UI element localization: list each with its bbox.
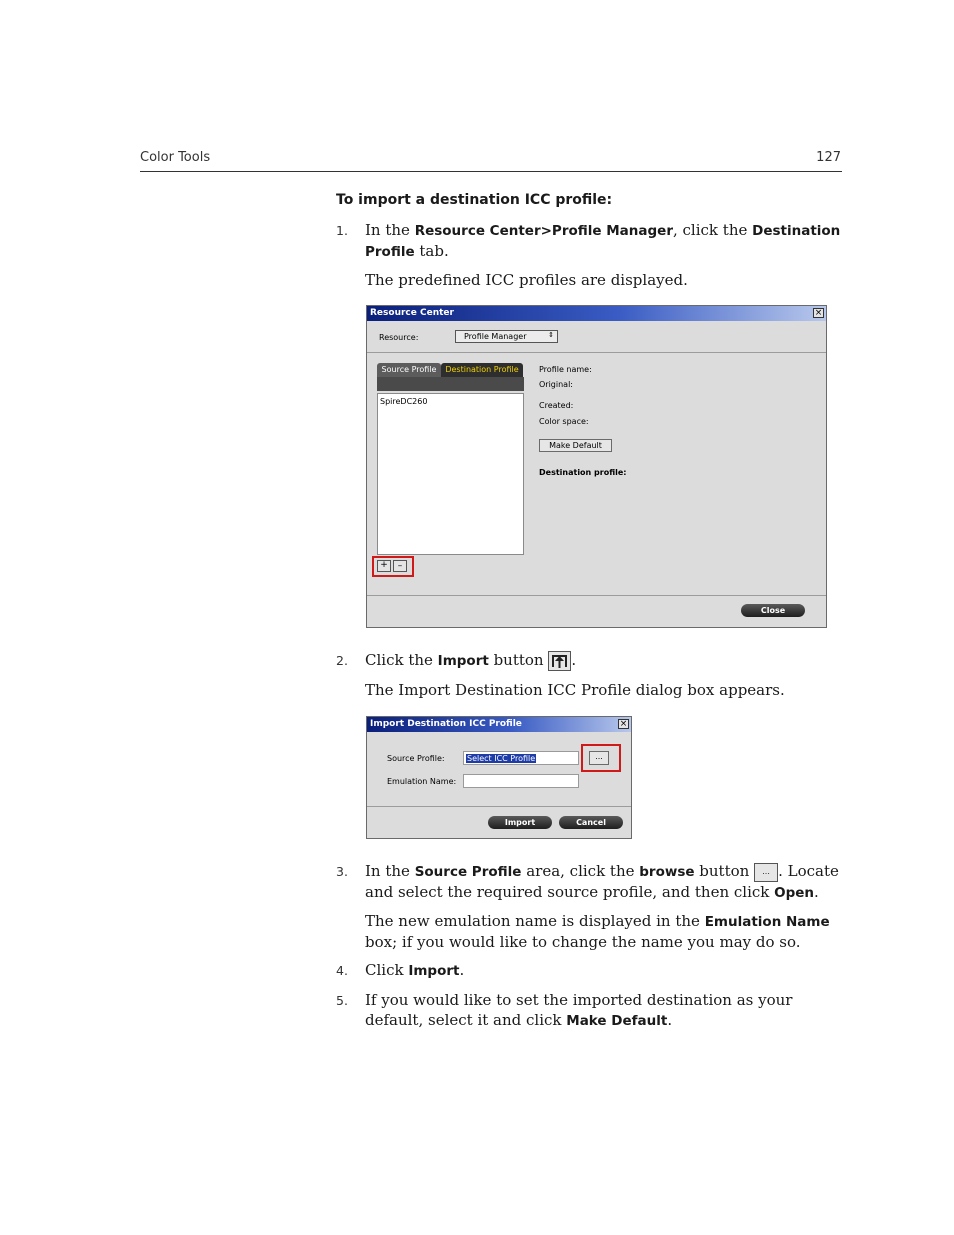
emulation-name-field[interactable] — [463, 774, 579, 788]
import-destination-dialog — [366, 716, 632, 839]
color-space-label: Color space: — [539, 417, 589, 426]
dialog-title: Resource Center — [370, 308, 454, 318]
procedure-heading: To import a destination ICC profile: — [336, 192, 613, 208]
tab-destination-profile[interactable]: Destination Profile — [441, 363, 523, 377]
highlight-box — [372, 556, 414, 577]
tab-strip-shadow — [377, 377, 524, 391]
browse-icon: ... — [754, 863, 778, 882]
list-item[interactable]: SpireDC260 — [380, 397, 428, 406]
profile-list[interactable] — [377, 393, 524, 555]
highlight-box — [581, 744, 621, 772]
divider — [367, 806, 631, 807]
created-label: Created: — [539, 401, 574, 410]
import-button[interactable]: Import — [488, 816, 552, 829]
divider — [367, 595, 826, 596]
cancel-button[interactable]: Cancel — [559, 816, 623, 829]
running-header-section: Color Tools — [140, 150, 211, 165]
source-profile-value: Select ICC Profile — [467, 754, 536, 763]
step-2-note: The Import Destination ICC Profile dialog box appears. — [365, 681, 785, 699]
step-5-text: If you would like to set the imported destination as your default, select it and click Make Default. — [365, 991, 793, 1029]
step-number: 4. — [336, 963, 348, 978]
resource-center-dialog — [366, 305, 827, 628]
page-number: 127 — [816, 150, 841, 165]
source-profile-label: Source Profile: — [387, 754, 445, 763]
dialog-title-bar — [367, 717, 631, 732]
dialog-title-bar — [367, 306, 826, 321]
step-3-text: In the Source Profile area, click the browse button ... . Locate and select the required source profile, and then click Open. — [365, 862, 839, 901]
tab-source-profile[interactable]: Source Profile — [377, 363, 441, 377]
browse-button[interactable]: ... — [589, 751, 609, 765]
step-3-note: The new emulation name is displayed in the Emulation Name box; if you would like to change the name you may do so. — [365, 912, 830, 951]
remove-icon[interactable]: – — [393, 560, 407, 572]
step-2-text: Click the Import button . — [365, 651, 577, 669]
emulation-name-label: Emulation Name: — [387, 777, 457, 786]
step-number: 1. — [336, 223, 348, 238]
import-icon[interactable]: + — [377, 560, 391, 572]
step-1-note: The predefined ICC profiles are displayed. — [365, 271, 688, 289]
step-1-text: In the Resource Center>Profile Manager, click the Destination Profile tab. — [365, 221, 841, 260]
resource-select[interactable] — [455, 330, 558, 343]
step-number: 3. — [336, 864, 348, 879]
import-icon — [548, 651, 571, 671]
dialog-title: Import Destination ICC Profile — [370, 719, 522, 729]
step-number: 5. — [336, 993, 348, 1008]
divider — [367, 352, 826, 353]
close-button[interactable]: Close — [741, 604, 805, 617]
original-label: Original: — [539, 380, 573, 389]
profile-name-label: Profile name: — [539, 365, 592, 374]
close-icon[interactable]: × — [814, 308, 823, 318]
source-profile-field[interactable] — [463, 751, 579, 765]
step-4-text: Click Import. — [365, 961, 465, 979]
resource-label: Resource: — [379, 333, 419, 342]
header-rule — [140, 171, 842, 172]
destination-profile-label: Destination profile: — [539, 468, 627, 477]
step-number: 2. — [336, 653, 348, 668]
close-icon[interactable]: × — [619, 719, 628, 729]
resource-select-value: Profile Manager — [464, 332, 527, 341]
make-default-button[interactable]: Make Default — [539, 439, 612, 452]
chevron-up-down-icon: ⇕ — [548, 331, 554, 339]
